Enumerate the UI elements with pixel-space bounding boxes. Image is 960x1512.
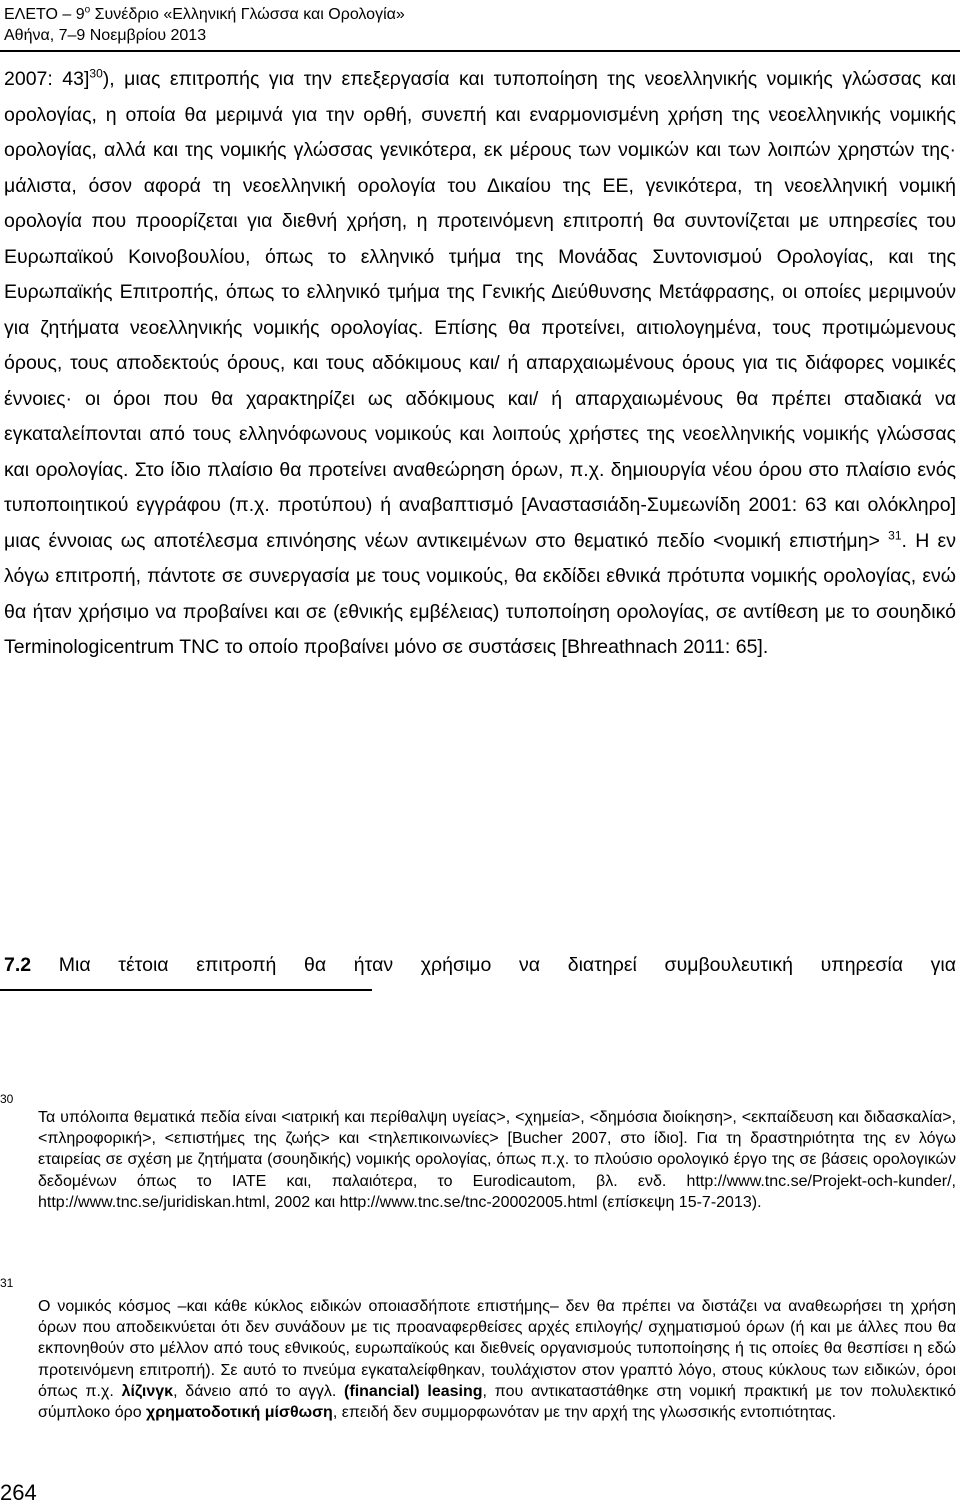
footnote-31: Ο νομικός κόσμος –και κάθε κύκλος ειδικών οποιασδήποτε επιστήμης– δεν θα πρέπει να διστάζει να αναθεωρήσει τη χρήση όρων που αποδεικνύεται ότι δεν συνάδουν με τις προαναφερθείσες αρχές επιλογής/ σχηματισμού όρων (ή και με άλλες που θα εκπονηθούν στο μέλλον από τους εθνικούς, ευρωπαϊκούς και διεθνείς οργανισμούς τυποποίησης ή τις οποίες θα θεσπίσει η εδώ προτεινόμενη επιτροπή). Σε αυτό το πνεύμα εγκαταλείφθηκαν, τουλάχιστον στον γραπτό λόγο, στους κύκλους των ειδικών, όροι όπως π.χ. λίζινγκ, δάνειο από το αγγλ. (financial) leasing, που αντικαταστάθηκε στη νομική πρακτική με τον πολυλεκτικό σύμπλοκο όρο χρηματοδοτική μίσθωση, επειδή δεν συμμορφωνόταν με την αρχή της γλωσσικής εντοπιότητας. [38, 1298, 957, 1422]
header-conference-title: ΕΛΕΤΟ – $9^o$ Συνέδριο «Ελληνική Γλώσσα και Ορολογία» [4, 4, 405, 23]
header-conference-place-date: Αθήνα, 7–9 Νοεμβρίου 2013 [4, 27, 207, 44]
header-rule [0, 50, 960, 52]
footnote-ref-30[interactable]: 30 [89, 66, 103, 81]
footnote-30: Τα υπόλοιπα θεματικά πεδία είναι <ιατρική και περίθαλψη υγείας>, <χημεία>, <δημόσια διοίκηση>, <εκπαίδευση και διδασκαλία>, <πληροφορική>, <επιστήμες της ζωής> και <τηλεπικοινωνίες> [Bucher 2007, στο ίδιο]. Για τη δραστηριότητα της εν λόγω εταιρείας σε σχέση με ζητήματα (σουηδικής) νομικής ορολογίας, όπως π.χ. το πλούσιο ορολογικό έργο της σε βάσεις ορολογικών δεδομένων όπως το IATE και, παλαιότερα, το Eurodicautom, βλ. ενδ. http://www.tnc.se/Projekt-och-kunder/, http://www.tnc.se/juridiskan.html, 2002 και http://www.tnc.se/tnc-20002005.html (επίσκεψη 15-7-2013). [38, 1109, 956, 1211]
section-number: 7.2 [4, 954, 32, 976]
footnote-ref-31[interactable]: 31 [888, 528, 902, 542]
running-header [4, 4, 405, 46]
body-paragraph: 2007: 43]$^{30}$), μιας επιτροπής για την επεξεργασία και τυποποίηση της νεοελληνικής νομικής γλώσσας και ορολογίας, η οποία θα μεριμνά για την ορθή, συνεπή και εναρμονισμένη χρήση της νεοελληνικής νομικής ορολογίας, αλλά και της νομικής γλώσσας γενικότερα, εκ μέρους των νομικών και των λοιπών χρηστών της· μάλιστα, όσον αφορά τη νεοελληνική ορολογία του Δικαίου της ΕΕ, γενικότερα, τη νεοελληνική νομική ορολογία που προορίζεται για διεθνή χρήση, η προτεινόμενη επιτροπή θα συντονίζεται με υπηρεσίες του Ευρωπαϊκού Κοινοβουλίου, όπως το ελληνικό τμήμα της Μονάδας Συντονισμού Ορολογίας, και της Ευρωπαϊκής Επιτροπής, όπως το ελληνικό τμήμα της Γενικής Διεύθυνσης Μετάφρασης, οι οποίες μεριμνούν για ζητήματα νεοελληνικής νομικής ορολογίας. Επίσης θα προτείνει, αιτιολογημένα, τους προτιμώμενους όρους, τους αποδεκτούς όρους, και τους αδόκιμους και/ ή απαρχαιωμένους όρους για τις διάφορες νομικές έννοιες· οι όροι που θα χαρακτηρίζει ως αδόκιμους και/ ή απαρχαιωμένους θα πρέπει σταδιακά να εγκαταλείπονται από τους ελληνόφωνους νομικούς και λοιπούς χρήστες της νεοελληνικής νομικής γλώσσας και ορολογίας. Στο ίδιο πλαίσιο θα προτείνει αναθεώρηση όρων, π.χ. δημιουργία νέου όρου στο πλαίσιο ενός τυποποιητικού εγγράφου (π.χ. προτύπου) ή αναβαπτισμό [Αναστασιάδη-Συμεωνίδη 2001: 63 και ολόκληρο] μιας έννοιας ως αποτέλεσμα επινόησης νέων αντικειμένων στο θεματικό πεδίο <νομική επιστήμη> $^{31}$. Η εν λόγω επιτροπή, πάντοτε σε συνεργασία με τους νομικούς, θα εκδίδει εθνικά πρότυπα νομικής ορολογίας, ενώ θα ήταν χρήσιμο να προβαίνει και σε (εθνικής εμβέλειας) τυποποίηση ορολογίας, σε αντίθεση με το σουηδικό Terminologicentrum TNC το οποίο προβαίνει μόνο σε συστάσεις [Bhreathnach 2011: 65]. [4, 66, 956, 658]
footnote-number: 31 [0, 1276, 14, 1290]
page-number: 264 [0, 1480, 37, 1505]
footnote-separator [0, 989, 372, 991]
section-7-2-paragraph: 7.2 Μια τέτοια επιτροπή θα ήταν χρήσιμο να διατηρεί συμβουλευτική υπηρεσία για [4, 954, 956, 976]
footnote-number: 30 [0, 1092, 14, 1106]
